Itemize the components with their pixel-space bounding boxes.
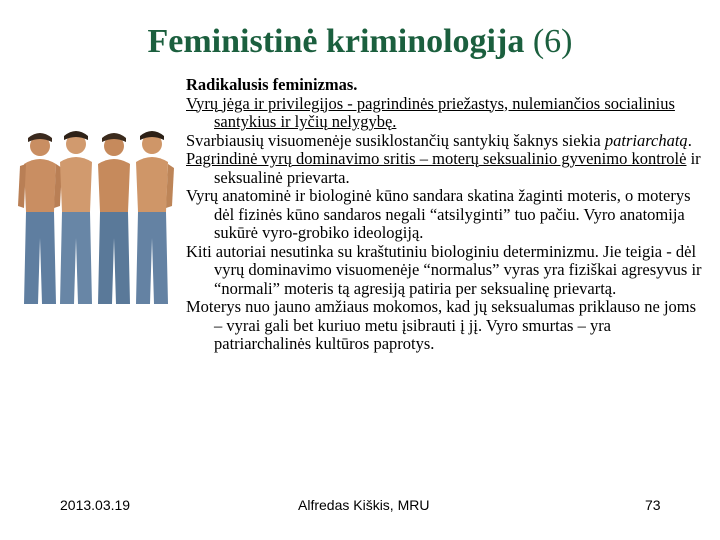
paragraph-3 [186,150,706,187]
paragraph-2-text-a: Svarbiausių visuomenėje susiklostančių santykių šaknys siekia [186,130,605,150]
paragraph-3-underlined: Pagrindinė vyrų dominavimo sritis – moterų seksualinio gyvenimo kontrolė [186,149,687,168]
paragraph-2-text-c: . [687,130,692,150]
men-photo [12,108,180,308]
slide-body [186,76,706,354]
footer-page-number: 73 [645,497,661,513]
section-heading: Radikalusis feminizmas. [186,75,358,94]
footer-date: 2013.03.19 [60,497,131,513]
slide-title-main: Feministinė kriminologija [147,23,525,60]
paragraph-3-text: ir seksualinė prievarta. [214,149,701,187]
paragraph-6: Moterys nuo jauno amžiaus mokomos, kad jų seksualumas priklauso ne joms – vyrai gali bet kuriuo metu įsibrauti į jį. Vyro smurtas – yra patriarchalinės kultūros paprotys. [186,297,697,353]
paragraph-2-emphasis: patriarchatą [604,130,688,150]
paragraph-1-text: Vyrų jėga ir privilegijos - pagrindinės priežastys, nulemiančios socialinius santykius ir lyčių nelygybę. [186,93,675,131]
paragraph-5: Kiti autoriai nesutinka su kraštutiniu biologiniu determinizmu. Jie teigia - dėl vyrų dominavimo visuomenėje “normalus” vyras yra fiziškai agresyvus ir “normali” moteris tą agresiją patiria per seksualinę prievartą. [186,241,702,298]
paragraph-2 [186,132,706,151]
paragraph-4: Vyrų anatominė ir biologinė kūno sandara skatina žaginti moteris, o moterys dėl fizinės kūno sandaros negali “atsilyginti” tuo pačiu. Vyro anatomija sukūrė vyro-grobiko ideologiją. [186,186,691,242]
footer-author: Alfredas Kiškis, MRU [298,497,430,513]
slide-title [0,22,720,62]
slide-title-number: (6) [524,23,573,60]
paragraph-1 [186,95,706,132]
